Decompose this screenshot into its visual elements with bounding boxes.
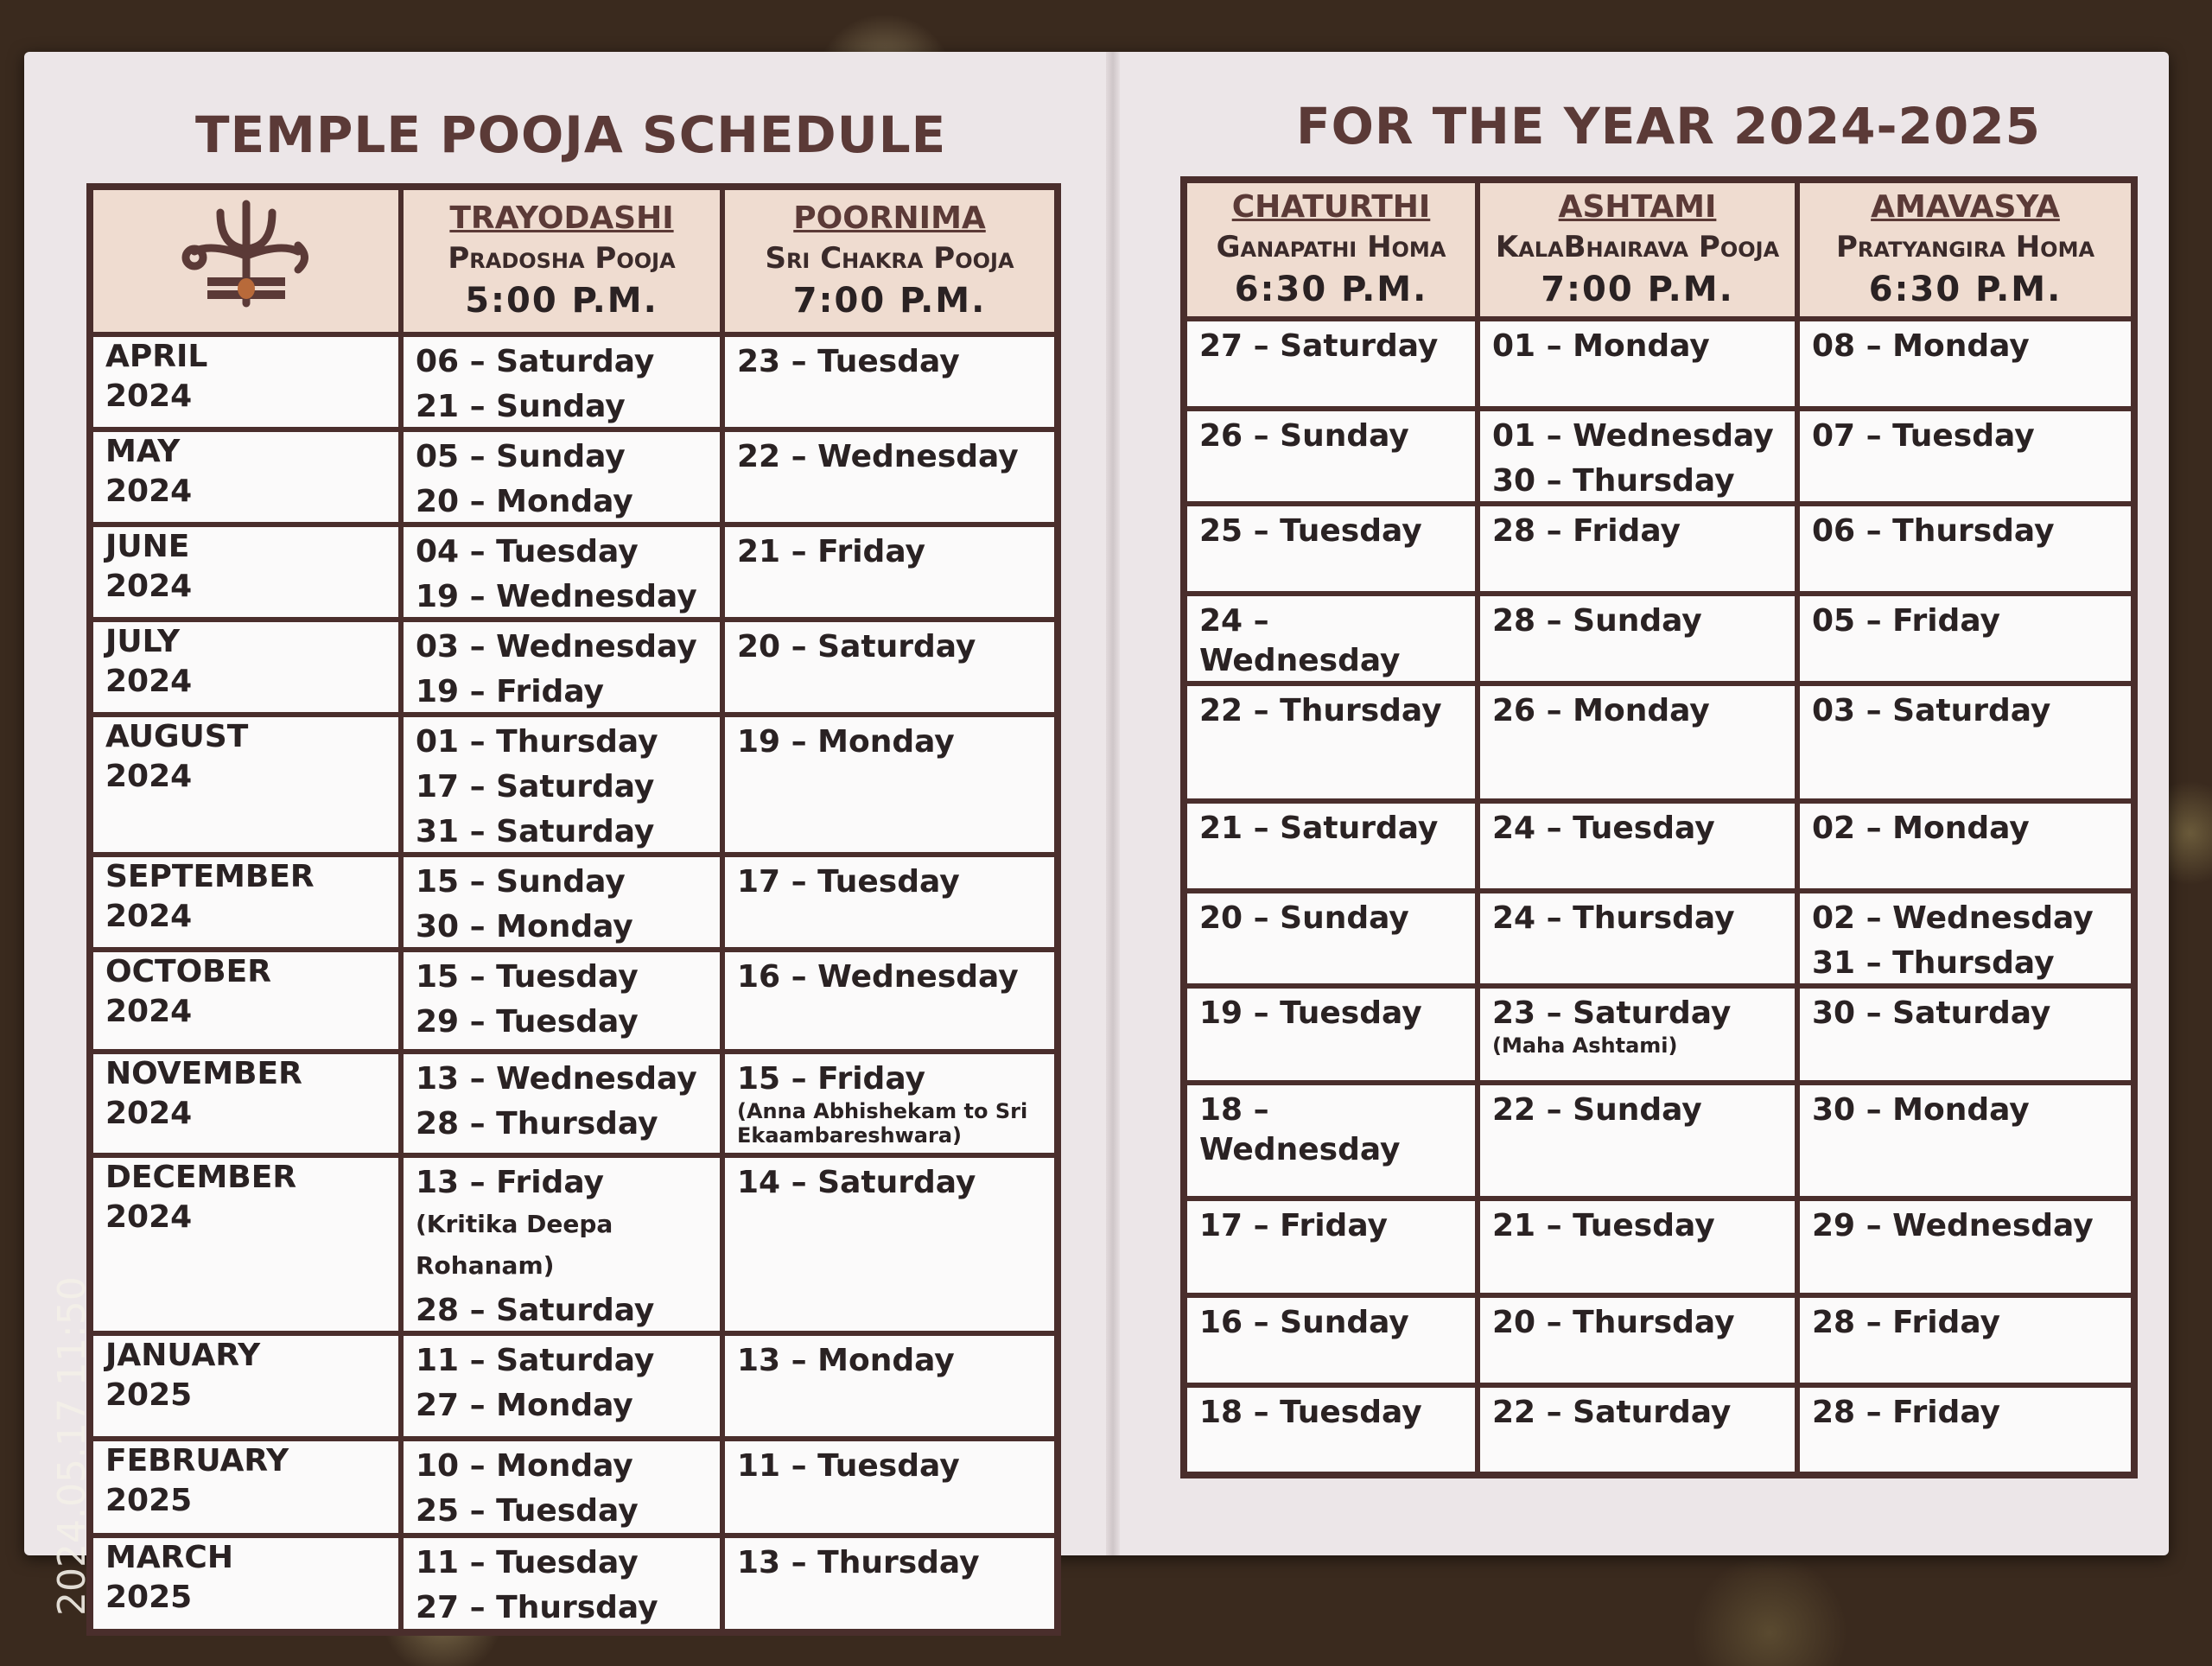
- amavasya-cell: [1797, 986, 2134, 1083]
- column-header-chaturthi: [1184, 180, 1478, 319]
- date-entry: 26 – Sunday: [1199, 418, 1409, 454]
- chaturthi-cell: [1184, 594, 1478, 684]
- month-month: APRIL: [105, 339, 208, 374]
- date-entry: 26 – Monday: [1492, 693, 1710, 728]
- date-entry: 18 – Tuesday: [1199, 1395, 1422, 1430]
- trayodashi-cell: [401, 855, 722, 950]
- table-row: [90, 950, 1058, 1052]
- trayodashi-title: TRAYODASHI: [449, 200, 674, 236]
- chaturthi-sub: Ganapathi Homa: [1216, 230, 1446, 264]
- ashtami-cell: [1478, 801, 1797, 891]
- amavasya-cell: [1797, 319, 2134, 409]
- logo-cell: [90, 187, 401, 334]
- ashtami-cell: [1478, 986, 1797, 1083]
- trayodashi-cell: [401, 1439, 722, 1536]
- amavasya-cell: [1797, 409, 2134, 504]
- chaturthi-cell: [1184, 891, 1478, 986]
- date-entry: 08 – Monday: [1812, 328, 2030, 364]
- poornima-cell: [722, 525, 1058, 620]
- amavasya-cell: [1797, 1295, 2134, 1385]
- date-entry: 14 – Saturday: [737, 1165, 976, 1200]
- trayodashi-cell: [401, 1052, 722, 1155]
- month-cell: [90, 1052, 401, 1155]
- date-entry: 31 – Thursday: [1812, 945, 2055, 981]
- date-entry: [416, 1158, 708, 1286]
- date-entry: 28 – Sunday: [1492, 603, 1702, 639]
- date-entry: 21 – Saturday: [1199, 811, 1439, 846]
- date-entry: 11 – Tuesday: [416, 1545, 639, 1580]
- poornima-title: POORNIMA: [793, 200, 986, 236]
- date-entry: 28 – Thursday: [416, 1106, 658, 1141]
- date-entry: 28 – Friday: [1812, 1305, 2000, 1340]
- date-entry: 16 – Wednesday: [737, 959, 1019, 995]
- amavasya-cell: [1797, 1385, 2134, 1475]
- ashtami-cell: [1478, 1295, 1797, 1385]
- date-entry: 21 – Friday: [737, 534, 925, 569]
- poornima-cell: [722, 620, 1058, 715]
- left-heading: TEMPLE POOJA SCHEDULE: [195, 105, 947, 164]
- date-entry: 30 – Monday: [1812, 1092, 2030, 1128]
- right-heading: FOR THE YEAR 2024-2025: [1296, 97, 2041, 156]
- table-row: [90, 620, 1058, 715]
- date-entry: 25 – Tuesday: [416, 1493, 639, 1529]
- month-cell: [90, 1333, 401, 1439]
- date-entry: 19 – Friday: [416, 674, 604, 709]
- trayodashi-time: 5:00 P.M.: [465, 281, 658, 321]
- chaturthi-cell: [1184, 1385, 1478, 1475]
- ashtami-cell: [1478, 684, 1797, 801]
- month-year: 2024: [105, 1096, 193, 1131]
- trayodashi-cell: [401, 1155, 722, 1333]
- month-month: FEBRUARY: [105, 1443, 289, 1478]
- table-row: [90, 1333, 1058, 1439]
- month-cell: [90, 950, 401, 1052]
- table-row: [1184, 1083, 2134, 1199]
- amavasya-sub: Pratyangira Homa: [1835, 230, 2095, 264]
- chaturthi-cell: [1184, 801, 1478, 891]
- date-entry: 22 – Sunday: [1492, 1092, 1702, 1128]
- date-entry: 28 – Saturday: [416, 1293, 655, 1328]
- poornima-cell: [722, 334, 1058, 429]
- table-row: [1184, 504, 2134, 594]
- table-row: [1184, 409, 2134, 504]
- month-year: 2024: [105, 474, 193, 509]
- month-month: JUNE: [105, 529, 190, 564]
- table-row: [1184, 891, 2134, 986]
- month-month: MARCH: [105, 1540, 233, 1575]
- table-row: [1184, 986, 2134, 1083]
- poornima-cell: [722, 1155, 1058, 1333]
- month-year: 2025: [105, 1580, 193, 1615]
- date-main: 13 – Friday: [416, 1165, 604, 1200]
- amavasya-cell: [1797, 891, 2134, 986]
- ashtami-cell: [1478, 1385, 1797, 1475]
- ashtami-cell: [1478, 594, 1797, 684]
- ashtami-cell: [1478, 891, 1797, 986]
- chaturthi-cell: [1184, 1199, 1478, 1295]
- table-row: [1184, 684, 2134, 801]
- date-entry: 07 – Tuesday: [1812, 418, 2035, 454]
- amavasya-cell: [1797, 1083, 2134, 1199]
- month-year: 2024: [105, 664, 193, 699]
- month-year: 2024: [105, 994, 193, 1029]
- ashtami-sub: KalaBhairava Pooja: [1495, 230, 1780, 264]
- date-entry: 20 – Saturday: [737, 629, 976, 664]
- date-entry: 02 – Wednesday: [1812, 900, 2094, 936]
- date-entry: 28 – Friday: [1812, 1395, 2000, 1430]
- date-entry: 30 – Monday: [416, 909, 633, 944]
- poornima-cell: [722, 1333, 1058, 1439]
- date-entry: 11 – Tuesday: [737, 1448, 960, 1484]
- date-entry: 31 – Saturday: [416, 814, 655, 849]
- poornima-cell: [722, 1439, 1058, 1536]
- month-month: DECEMBER: [105, 1160, 297, 1195]
- date-entry: 20 – Thursday: [1492, 1305, 1735, 1340]
- date-entry: 03 – Wednesday: [416, 629, 697, 664]
- ashtami-title: ASHTAMI: [1558, 189, 1717, 225]
- date-entry: 20 – Sunday: [1199, 900, 1409, 936]
- ashtami-cell: [1478, 1199, 1797, 1295]
- date-entry: 22 – Wednesday: [737, 439, 1019, 474]
- date-entry: 19 – Wednesday: [416, 579, 697, 614]
- date-entry: 01 – Thursday: [416, 724, 658, 760]
- date-entry: 30 – Saturday: [1812, 995, 2051, 1031]
- date-entry: 13 – Wednesday: [416, 1061, 697, 1097]
- table-row: [90, 334, 1058, 429]
- month-year: 2024: [105, 759, 193, 794]
- month-cell: [90, 1536, 401, 1632]
- date-entry: 29 – Wednesday: [1812, 1208, 2094, 1243]
- table-row: [90, 1155, 1058, 1333]
- column-header-trayodashi: [401, 187, 722, 334]
- month-year: 2024: [105, 569, 193, 604]
- trayodashi-cell: [401, 1333, 722, 1439]
- date-entry: 23 – Tuesday: [737, 344, 960, 379]
- chaturthi-cell: [1184, 1083, 1478, 1199]
- trayodashi-cell: [401, 429, 722, 525]
- date-entry: 19 – Monday: [737, 724, 955, 760]
- month-year: 2025: [105, 1483, 193, 1518]
- poornima-cell: [722, 715, 1058, 855]
- date-entry: 11 – Saturday: [416, 1343, 655, 1378]
- ashtami-cell: [1478, 1083, 1797, 1199]
- month-cell: [90, 1155, 401, 1333]
- date-entry: 05 – Sunday: [416, 439, 626, 474]
- month-month: AUGUST: [105, 719, 249, 754]
- trayodashi-cell: [401, 334, 722, 429]
- table-row: [1184, 1199, 2134, 1295]
- trishul-icon: [160, 195, 333, 316]
- date-entry: 22 – Saturday: [1492, 1395, 1732, 1430]
- card-fold: [1106, 52, 1120, 1555]
- chaturthi-cell: [1184, 684, 1478, 801]
- table-row: [1184, 319, 2134, 409]
- date-entry: 25 – Tuesday: [1199, 513, 1422, 549]
- date-entry: 21 – Tuesday: [1492, 1208, 1715, 1243]
- date-entry: 03 – Saturday: [1812, 693, 2051, 728]
- table-row: [90, 1052, 1058, 1155]
- chaturthi-cell: [1184, 319, 1478, 409]
- ashtami-time: 7:00 P.M.: [1541, 270, 1734, 309]
- amavasya-cell: [1797, 594, 2134, 684]
- poornima-time: 7:00 P.M.: [792, 281, 987, 321]
- amavasya-time: 6:30 P.M.: [1868, 270, 2063, 309]
- date-entry: 04 – Tuesday: [416, 534, 639, 569]
- date-entry: 16 – Sunday: [1199, 1305, 1409, 1340]
- month-cell: [90, 620, 401, 715]
- date-entry: 17 – Tuesday: [737, 864, 960, 900]
- month-year: 2024: [105, 899, 193, 934]
- amavasya-cell: [1797, 504, 2134, 594]
- date-entry: 27 – Saturday: [1199, 328, 1439, 364]
- date-note: (Kritika Deepa Rohanam): [416, 1210, 613, 1280]
- date-entry: 05 – Friday: [1812, 603, 2000, 639]
- date-entry: 18 – Wednesday: [1199, 1092, 1401, 1167]
- month-month: OCTOBER: [105, 954, 271, 989]
- date-entry: 13 – Thursday: [737, 1545, 980, 1580]
- month-cell: [90, 715, 401, 855]
- date-entry: 20 – Monday: [416, 484, 633, 519]
- date-entry: 13 – Monday: [737, 1343, 955, 1378]
- date-entry: 28 – Friday: [1492, 513, 1681, 549]
- column-header-ashtami: [1478, 180, 1797, 319]
- month-month: NOVEMBER: [105, 1056, 302, 1091]
- right-schedule-table: [1180, 176, 2138, 1478]
- ashtami-cell: [1478, 504, 1797, 594]
- date-entry: 02 – Monday: [1812, 811, 2030, 846]
- month-cell: [90, 429, 401, 525]
- month-month: SEPTEMBER: [105, 859, 315, 894]
- column-header-amavasya: [1797, 180, 2134, 319]
- chaturthi-cell: [1184, 409, 1478, 504]
- poornima-cell: [722, 1052, 1058, 1155]
- poornima-cell: [722, 855, 1058, 950]
- date-entry: 27 – Thursday: [416, 1590, 658, 1625]
- table-row: [90, 1536, 1058, 1632]
- table-row: [90, 429, 1058, 525]
- poornima-cell: [722, 950, 1058, 1052]
- date-entry: 29 – Tuesday: [416, 1004, 639, 1040]
- date-entry: 22 – Thursday: [1199, 693, 1442, 728]
- date-entry: 06 – Thursday: [1812, 513, 2055, 549]
- date-entry: 19 – Tuesday: [1199, 995, 1422, 1031]
- date-entry: 01 – Wednesday: [1492, 418, 1774, 454]
- column-header-poornima: [722, 187, 1058, 334]
- month-month: MAY: [105, 434, 181, 469]
- date-entry: 01 – Monday: [1492, 328, 1710, 364]
- month-cell: [90, 334, 401, 429]
- date-entry: 23 – Saturday: [1492, 995, 1732, 1031]
- trayodashi-cell: [401, 620, 722, 715]
- date-entry: 17 – Saturday: [416, 769, 655, 804]
- date-entry: 27 – Monday: [416, 1388, 633, 1423]
- trayodashi-cell: [401, 950, 722, 1052]
- amavasya-title: AMAVASYA: [1871, 189, 2060, 225]
- month-month: JULY: [105, 624, 181, 659]
- date-entry: 15 – Friday: [737, 1061, 925, 1097]
- month-year: 2024: [105, 378, 193, 414]
- date-note: (Anna Abhishekam to Sri Ekaambareshwara): [737, 1099, 1028, 1148]
- amavasya-cell: [1797, 684, 2134, 801]
- month-month: JANUARY: [105, 1338, 261, 1373]
- trayodashi-cell: [401, 715, 722, 855]
- poornima-cell: [722, 429, 1058, 525]
- month-cell: [90, 525, 401, 620]
- month-year: 2025: [105, 1377, 193, 1413]
- month-year: 2024: [105, 1199, 193, 1235]
- table-row: [90, 715, 1058, 855]
- amavasya-cell: [1797, 1199, 2134, 1295]
- date-entry: 06 – Saturday: [416, 344, 655, 379]
- date-note: (Maha Ashtami): [1492, 1033, 1678, 1058]
- date-entry: 17 – Friday: [1199, 1208, 1388, 1243]
- table-row: [90, 855, 1058, 950]
- date-entry: 24 – Tuesday: [1492, 811, 1715, 846]
- photo-timestamp: 2024.05.17 11:50: [50, 1276, 94, 1616]
- table-row: [90, 1439, 1058, 1536]
- chaturthi-cell: [1184, 504, 1478, 594]
- trayodashi-cell: [401, 525, 722, 620]
- date-entry: 21 – Sunday: [416, 389, 626, 424]
- date-entry: 15 – Tuesday: [416, 959, 639, 995]
- table-row: [1184, 801, 2134, 891]
- date-entry: 15 – Sunday: [416, 864, 626, 900]
- month-cell: [90, 855, 401, 950]
- poornima-sub: Sri Chakra Pooja: [765, 241, 1014, 276]
- left-schedule-table: [86, 183, 1061, 1636]
- date-entry: 24 – Thursday: [1492, 900, 1735, 936]
- date-entry: 24 – Wednesday: [1199, 603, 1401, 678]
- table-row: [1184, 1295, 2134, 1385]
- table-row: [1184, 1385, 2134, 1475]
- ashtami-cell: [1478, 409, 1797, 504]
- trayodashi-cell: [401, 1536, 722, 1632]
- date-entry: 10 – Monday: [416, 1448, 633, 1484]
- poornima-cell: [722, 1536, 1058, 1632]
- chaturthi-cell: [1184, 1295, 1478, 1385]
- ashtami-cell: [1478, 319, 1797, 409]
- month-cell: [90, 1439, 401, 1536]
- amavasya-cell: [1797, 801, 2134, 891]
- date-entry: 30 – Thursday: [1492, 463, 1735, 499]
- chaturthi-time: 6:30 P.M.: [1234, 270, 1428, 309]
- table-row: [90, 525, 1058, 620]
- table-row: [1184, 594, 2134, 684]
- chaturthi-title: CHATURTHI: [1231, 189, 1431, 225]
- chaturthi-cell: [1184, 986, 1478, 1083]
- trayodashi-sub: Pradosha Pooja: [448, 241, 676, 276]
